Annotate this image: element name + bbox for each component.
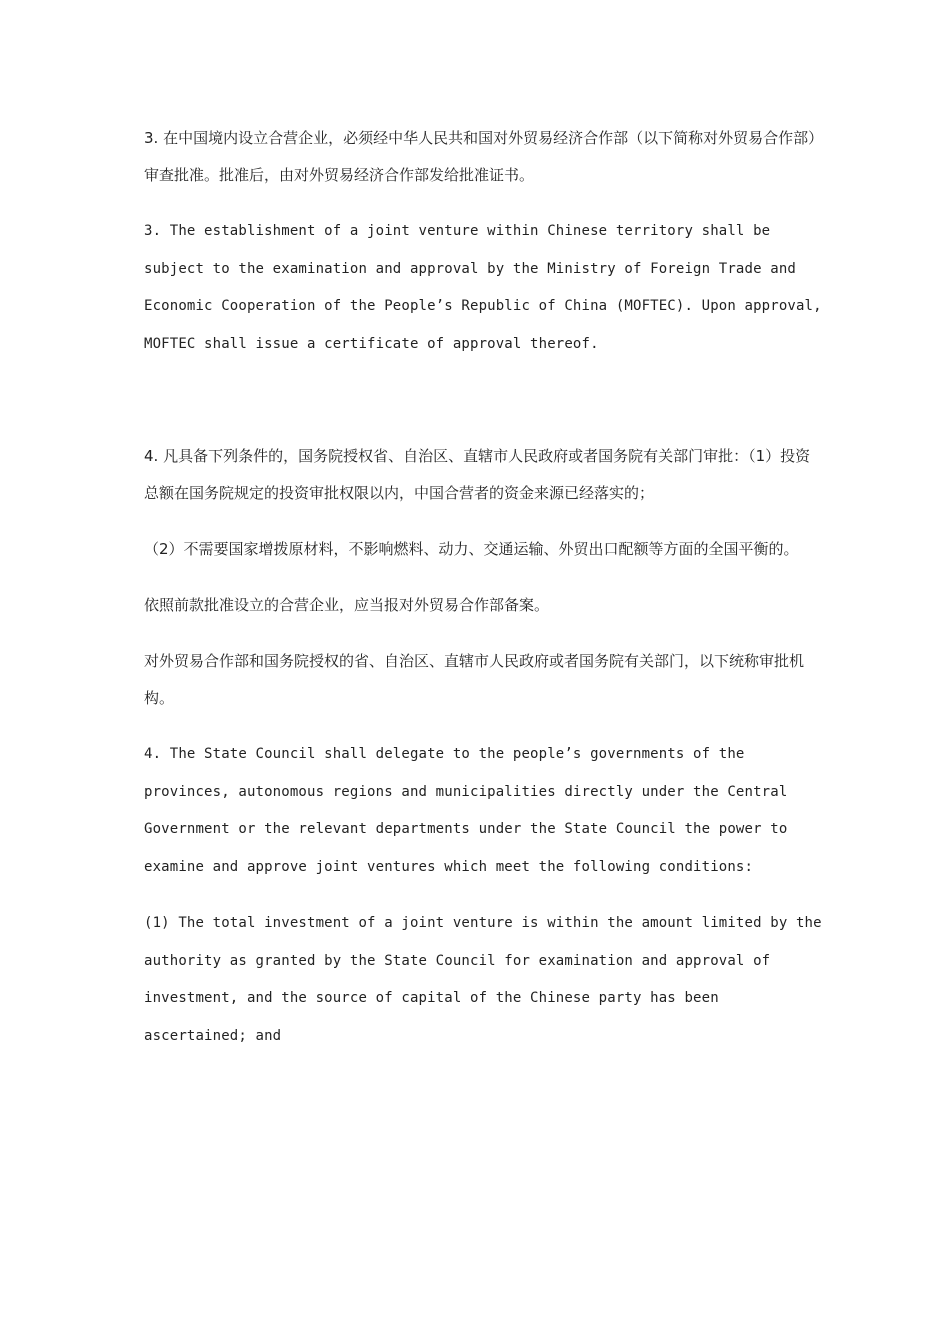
paragraph-article-4-zh: 4. 凡具备下列条件的，国务院授权省、自治区、直辖市人民政府或者国务院有关部门审批：（1）投资总额在国务院规定的投资审批权限以内，中国合营者的资金来源已经落实的； (144, 447, 811, 502)
paragraph-filing-zh: 依照前款批准设立的合营企业，应当报对外贸易合作部备案。 (144, 596, 550, 614)
paragraph-article-3-en: 3. The establishment of a joint venture within Chinese territory shall be subject to the examination and approval by the Ministry of Foreign Trade and Economic Cooperation of the People’s Republic of China (MOFTEC). Upon approval, MOFTEC shall issue a certificate of approval thereof. (144, 223, 822, 352)
paragraph-article-4-item-2-zh: （2）不需要国家增拨原材料，不影响燃料、动力、交通运输、外贸出口配额等方面的全国平衡的。 (144, 540, 799, 558)
paragraph-article-4-en: 4. The State Council shall delegate to the people’s governments of the provinces, autonomous regions and municipalities directly under the Central Government or the relevant departments under the State Council the power to examine and approve joint ventures which meet the following conditions: (144, 746, 788, 875)
section-gap (144, 382, 824, 438)
paragraph-approval-authority-zh: 对外贸易合作部和国务院授权的省、自治区、直辖市人民政府或者国务院有关部门，以下统称审批机构。 (144, 652, 805, 707)
paragraph-article-3-zh: 3. 在中国境内设立合营企业，必须经中华人民共和国对外贸易经济合作部（以下简称对外贸易合作部）审查批准。批准后，由对外贸易经济合作部发给批准证书。 (144, 129, 824, 184)
paragraph-article-4-item-1-en: (1) The total investment of a joint venture is within the amount limited by the authority as granted by the State Council for examination and approval of investment, and the source of capital of the Chinese party has been ascertained; and (144, 915, 822, 1044)
document-body (144, 120, 824, 1074)
